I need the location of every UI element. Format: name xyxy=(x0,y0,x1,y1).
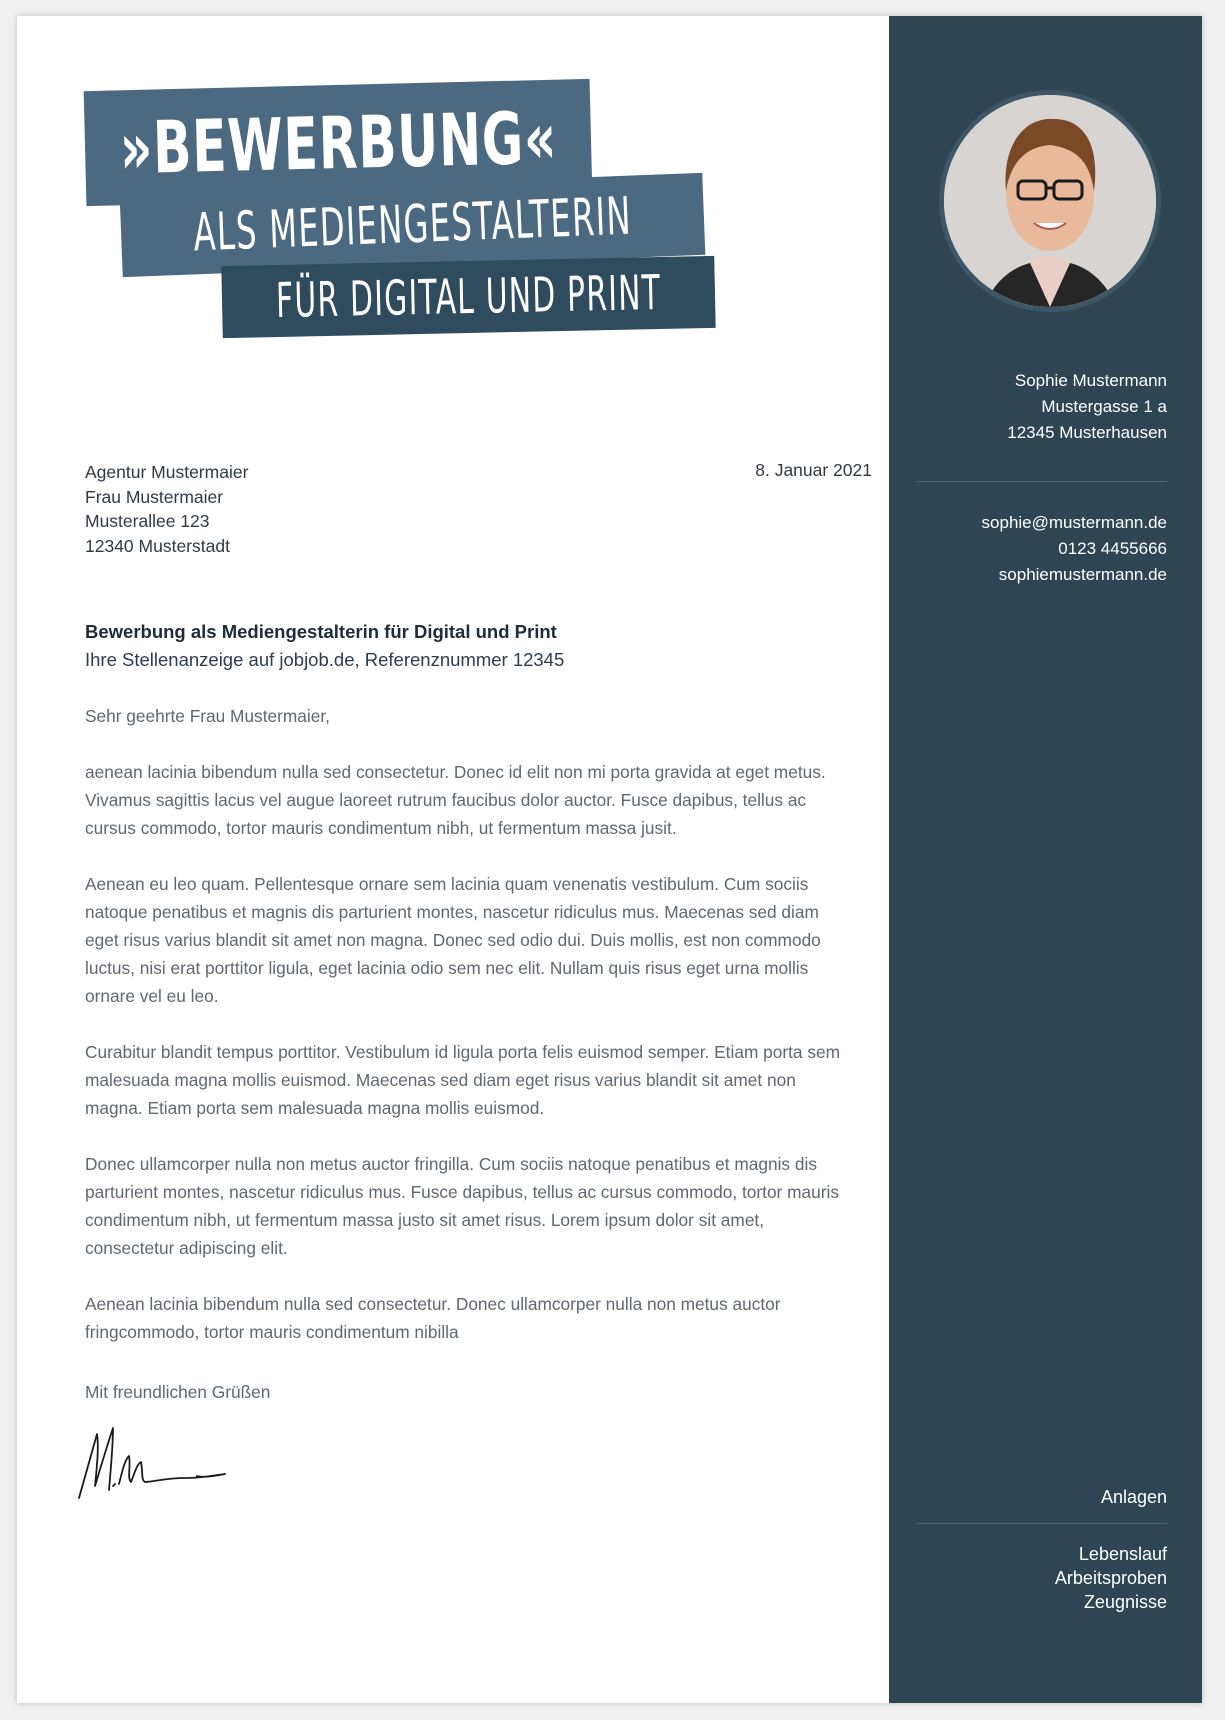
body-paragraph: Aenean eu leo quam. Pellentesque ornare sem lacinia quam venenatis vestibulum. Cum sociis natoque penatibus et magnis dis parturient montes, nascetur ridiculus mus. Maecenas sed diam eget risus varius blandit sit amet non magna. Donec sed odio dui. Duis mollis, est non commodo luctus, nisi erat porttitor ligula, eget lacinia odio sem nec elit. Nullam quis risus eget urna mollis ornare vel eu leo. xyxy=(85,874,821,1006)
letter-date: 8. Januar 2021 xyxy=(755,460,872,480)
recipient-address xyxy=(85,460,248,558)
portrait-icon xyxy=(944,95,1156,307)
subject-title: Bewerbung als Mediengestalterin für Digital und Print xyxy=(85,621,557,642)
salutation: Sehr geehrte Frau Mustermaier, xyxy=(85,706,330,726)
headline-line-3: FÜR DIGITAL UND PRINT xyxy=(275,264,662,330)
recipient-city: 12340 Musterstadt xyxy=(85,535,230,556)
signature-icon xyxy=(75,1416,245,1506)
signature-image xyxy=(75,1416,245,1511)
sender-city: 12345 Musterhausen xyxy=(1007,423,1167,442)
letter-page xyxy=(17,16,1202,1703)
headline-line-2: ALS MEDIENGESTALTERIN xyxy=(192,186,633,264)
headline-banner-3 xyxy=(221,256,715,338)
recipient-person: Frau Mustermaier xyxy=(85,486,224,507)
sender-address xyxy=(1007,368,1167,446)
body-paragraph: Donec ullamcorper nulla non metus auctor fringilla. Cum sociis natoque penatibus et magnis dis parturient montes, nascetur ridiculus mus. Fusce dapibus, tellus ac cursus commodo, tortor mauris condimentum nibh, ut fermentum massa justo sit amet risus. Lorem ipsum dolor sit amet, consectetur adipiscing elit. xyxy=(85,1154,839,1258)
sender-contact xyxy=(982,510,1167,588)
sender-website[interactable]: sophiemustermann.de xyxy=(998,565,1167,584)
sender-name: Sophie Mustermann xyxy=(1014,371,1167,390)
sender-email[interactable]: sophie@mustermann.de xyxy=(981,513,1167,532)
sender-street: Mustergasse 1 a xyxy=(1041,397,1167,416)
recipient-street: Musterallee 123 xyxy=(85,511,210,531)
body-paragraph: Curabitur blandit tempus porttitor. Vestibulum id ligula porta felis euismod semper. Etiam porta sem malesuada magna mollis euismod. Maecenas sed diam eget risus varius blandit sit amet non magna. Etiam porta sem malesuada magna mollis euismod. xyxy=(85,1042,840,1118)
profile-photo xyxy=(939,90,1161,312)
attachment-item: Arbeitsproben xyxy=(1054,1568,1167,1588)
subject-reference: Ihre Stellenanzeige auf jobjob.de, Referenznummer 12345 xyxy=(85,649,565,670)
sidebar xyxy=(889,16,1202,1703)
closing: Mit freundlichen Grüßen xyxy=(85,1382,271,1402)
sender-phone: 0123 4455666 xyxy=(1058,539,1167,558)
recipient-company: Agentur Mustermaier xyxy=(85,462,249,482)
attachment-item: Lebenslauf xyxy=(1078,1544,1167,1564)
headline-line-1: »BEWERBUNG« xyxy=(118,95,558,190)
attachments-list xyxy=(1055,1542,1167,1614)
attachments-heading: Anlagen xyxy=(1100,1487,1167,1507)
divider xyxy=(917,481,1167,482)
divider xyxy=(917,1523,1167,1524)
body-paragraph: aenean lacinia bibendum nulla sed consectetur. Donec id elit non mi porta gravida at eget metus. Vivamus sagittis lacus vel augue laoreet rutrum faucibus dolor auctor. Fusce dapibus, tellus ac cursus commodo, tortor mauris condimentum nibh, ut fermentum massa jusit. xyxy=(85,762,826,838)
letter-body xyxy=(85,702,850,1374)
attachment-item: Zeugnisse xyxy=(1083,1592,1167,1612)
body-paragraph: Aenean lacinia bibendum nulla sed consectetur. Donec ullamcorper nulla non metus auctor fringcommodo, tortor mauris condimentum nibilla xyxy=(85,1294,781,1342)
